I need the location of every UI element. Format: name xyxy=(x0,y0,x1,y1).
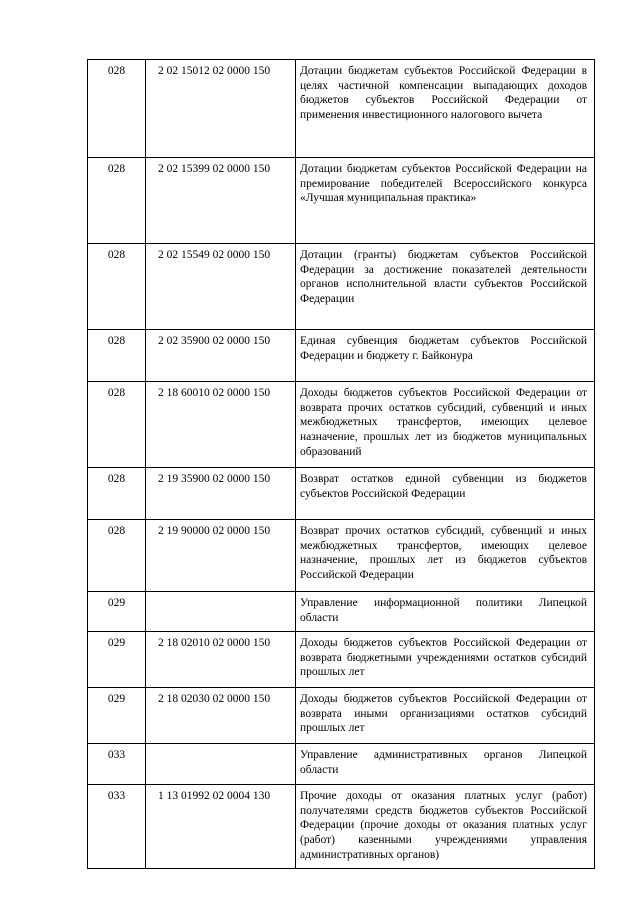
kbk-code-cell xyxy=(146,744,296,785)
admin-code-cell: 028 xyxy=(88,60,146,158)
table-row xyxy=(88,744,595,785)
table-row xyxy=(88,158,595,244)
description-cell: Прочие доходы от оказания платных услуг (работ) получателями средств бюджетов субъектов Российской Федерации (прочие доходы от оказания платных услуг (работ) казенными учреждениями управления административных органов) xyxy=(296,785,595,869)
kbk-code-cell: 2 18 02010 02 0000 150 xyxy=(146,632,296,688)
table-row xyxy=(88,244,595,330)
description-cell: Единая субвенция бюджетам субъектов Российской Федерации и бюджету г. Байконура xyxy=(296,330,595,382)
table-row xyxy=(88,785,595,869)
revenue-codes-table xyxy=(87,59,595,869)
table-row xyxy=(88,688,595,744)
table-row xyxy=(88,520,595,592)
admin-code-cell: 028 xyxy=(88,468,146,520)
admin-code-cell: 029 xyxy=(88,688,146,744)
admin-code-cell: 029 xyxy=(88,592,146,632)
kbk-code-cell: 2 18 60010 02 0000 150 xyxy=(146,382,296,468)
description-cell: Доходы бюджетов субъектов Российской Федерации от возврата бюджетными учреждениями остатков субсидий прошлых лет xyxy=(296,632,595,688)
table-row xyxy=(88,382,595,468)
admin-code-cell: 028 xyxy=(88,158,146,244)
description-cell: Дотации бюджетам субъектов Российской Федерации на премирование победителей Всероссийского конкурса «Лучшая муниципальная практика» xyxy=(296,158,595,244)
table-row xyxy=(88,330,595,382)
kbk-code-cell: 2 02 35900 02 0000 150 xyxy=(146,330,296,382)
kbk-code-cell: 2 19 35900 02 0000 150 xyxy=(146,468,296,520)
description-cell: Дотации (гранты) бюджетам субъектов Российской Федерации за достижение показателей деятельности органов исполнительной власти субъектов Российской Федерации xyxy=(296,244,595,330)
description-cell: Дотации бюджетам субъектов Российской Федерации в целях частичной компенсации выпадающих доходов бюджетов субъектов Российской Федерации от применения инвестиционного налогового вычета xyxy=(296,60,595,158)
description-cell: Управление информационной политики Липецкой области xyxy=(296,592,595,632)
admin-code-cell: 028 xyxy=(88,382,146,468)
admin-code-cell: 028 xyxy=(88,520,146,592)
table-row xyxy=(88,632,595,688)
admin-code-cell: 028 xyxy=(88,244,146,330)
table-row xyxy=(88,468,595,520)
kbk-code-cell: 2 02 15012 02 0000 150 xyxy=(146,60,296,158)
table-row xyxy=(88,60,595,158)
admin-code-cell: 033 xyxy=(88,744,146,785)
kbk-code-cell: 2 02 15399 02 0000 150 xyxy=(146,158,296,244)
admin-code-cell: 029 xyxy=(88,632,146,688)
description-cell: Возврат остатков единой субвенции из бюджетов субъектов Российской Федерации xyxy=(296,468,595,520)
kbk-code-cell: 2 18 02030 02 0000 150 xyxy=(146,688,296,744)
kbk-code-cell: 2 19 90000 02 0000 150 xyxy=(146,520,296,592)
kbk-code-cell: 1 13 01992 02 0004 130 xyxy=(146,785,296,869)
description-cell: Доходы бюджетов субъектов Российской Федерации от возврата иными организациями остатков субсидий прошлых лет xyxy=(296,688,595,744)
kbk-code-cell: 2 02 15549 02 0000 150 xyxy=(146,244,296,330)
description-cell: Управление административных органов Липецкой области xyxy=(296,744,595,785)
admin-code-cell: 033 xyxy=(88,785,146,869)
kbk-code-cell xyxy=(146,592,296,632)
admin-code-cell: 028 xyxy=(88,330,146,382)
description-cell: Доходы бюджетов субъектов Российской Федерации от возврата прочих остатков субсидий, субвенций и иных межбюджетных трансфертов, имеющих целевое назначение, прошлых лет из бюджетов муниципальных образований xyxy=(296,382,595,468)
table-row xyxy=(88,592,595,632)
description-cell: Возврат прочих остатков субсидий, субвенций и иных межбюджетных трансфертов, имеющих целевое назначение, прошлых лет из бюджетов субъектов Российской Федерации xyxy=(296,520,595,592)
